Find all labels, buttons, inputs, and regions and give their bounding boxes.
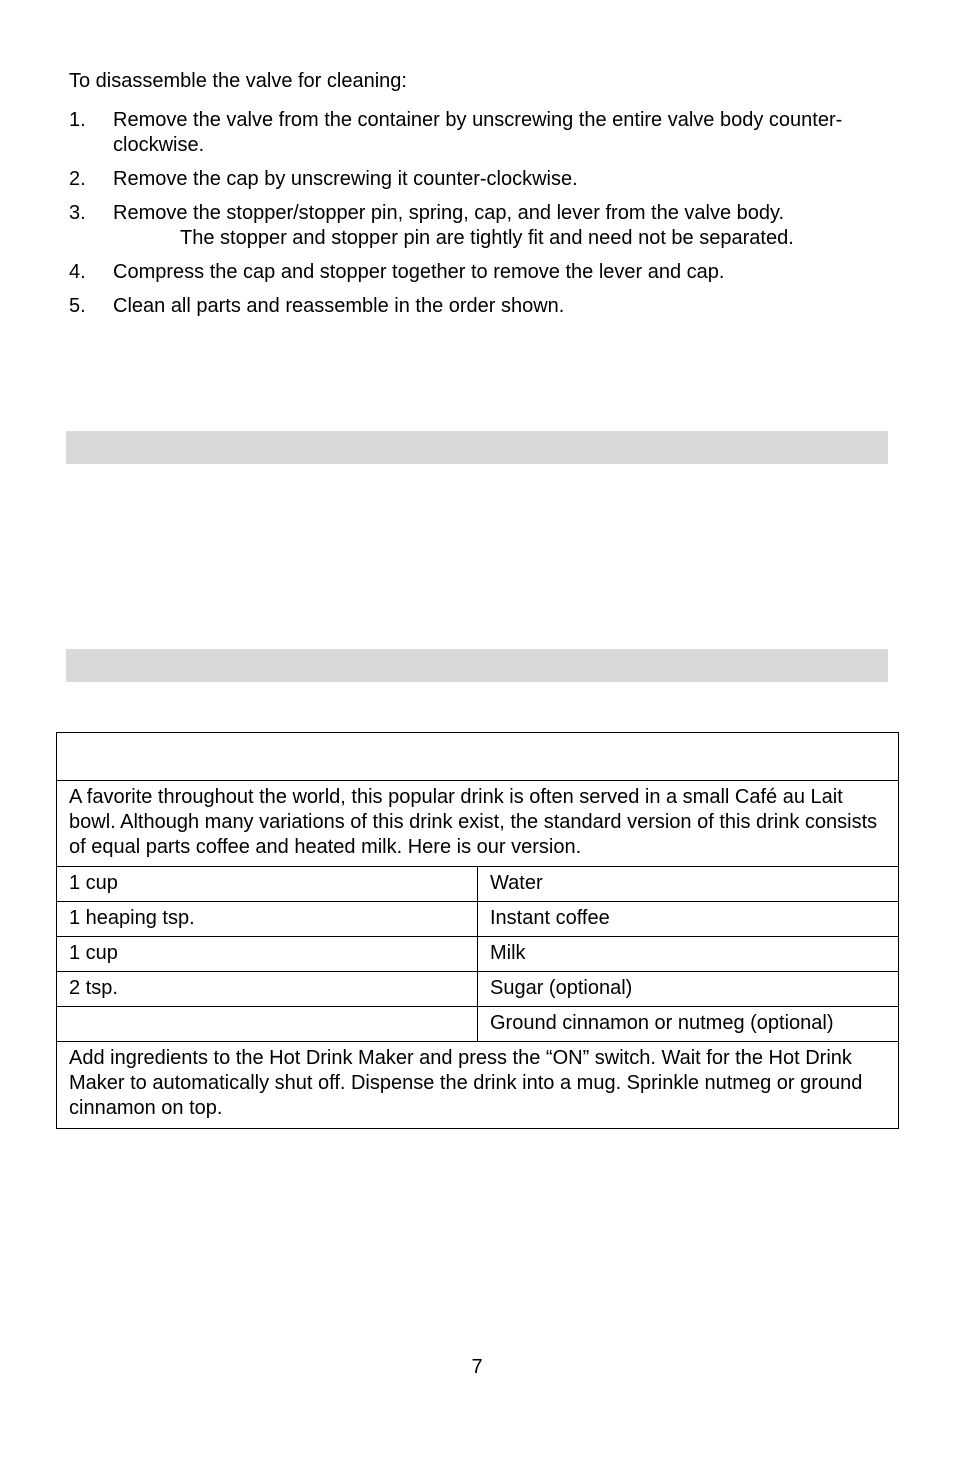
ingredient-row <box>57 867 899 902</box>
recipe-title-row <box>57 733 899 781</box>
ingredient-name: Sugar (optional) <box>478 972 899 1007</box>
step-text: Remove the cap by unscrewing it counter-clockwise. <box>113 168 578 190</box>
ingredient-amount <box>57 1007 478 1042</box>
ingredient-name: Milk <box>478 937 899 972</box>
section-heading-bar <box>66 649 888 682</box>
ingredient-name: Ground cinnamon or nutmeg (optional) <box>478 1007 899 1042</box>
step-text: Compress the cap and stopper together to remove the lever and cap. <box>113 261 725 283</box>
ingredient-amount: 1 cup <box>57 867 478 902</box>
intro-text: To disassemble the valve for cleaning: <box>69 70 407 92</box>
ingredient-amount: 1 heaping tsp. <box>57 902 478 937</box>
ingredient-row <box>57 1007 899 1042</box>
step-item <box>69 201 869 251</box>
page-number: 7 <box>471 1356 483 1378</box>
disassembly-steps <box>69 108 869 328</box>
step-number: 3. <box>69 202 86 224</box>
step-number: 1. <box>69 109 86 131</box>
recipe-title <box>57 733 899 781</box>
step-item <box>69 260 869 285</box>
ingredient-row <box>57 937 899 972</box>
ingredient-name: Instant coffee <box>478 902 899 937</box>
step-text: Remove the valve from the container by unscrewing the entire valve body counter-clockwise. <box>113 109 843 156</box>
step-item <box>69 108 869 158</box>
ingredient-row <box>57 972 899 1007</box>
recipe-description-row <box>57 781 899 867</box>
recipe-directions: Add ingredients to the Hot Drink Maker and press the “ON” switch. Wait for the Hot Drink Maker to automatically shut off. Dispense the drink into a mug. Sprinkle nutmeg or ground cinnamon on top. <box>57 1042 899 1129</box>
step-number: 4. <box>69 261 86 283</box>
recipe-table <box>56 732 899 1129</box>
ingredient-amount: 1 cup <box>57 937 478 972</box>
recipe-description: A favorite throughout the world, this popular drink is often served in a small Café au Lait bowl. Although many variations of this drink exist, the standard version of this drink consists of equal parts coffee and heated milk. Here is our version. <box>57 781 899 867</box>
ingredient-name: Water <box>478 867 899 902</box>
step-number: 2. <box>69 168 86 190</box>
step-text: Clean all parts and reassemble in the order shown. <box>113 295 565 317</box>
step-note: The stopper and stopper pin are tightly fit and need not be separated. <box>180 227 794 249</box>
step-text: Remove the stopper/stopper pin, spring, cap, and lever from the valve body. <box>113 202 785 224</box>
ingredient-row <box>57 902 899 937</box>
ingredient-amount: 2 tsp. <box>57 972 478 1007</box>
step-number: 5. <box>69 295 86 317</box>
step-item <box>69 294 869 319</box>
step-item <box>69 167 869 192</box>
section-heading-bar <box>66 431 888 464</box>
recipe-directions-row <box>57 1042 899 1129</box>
